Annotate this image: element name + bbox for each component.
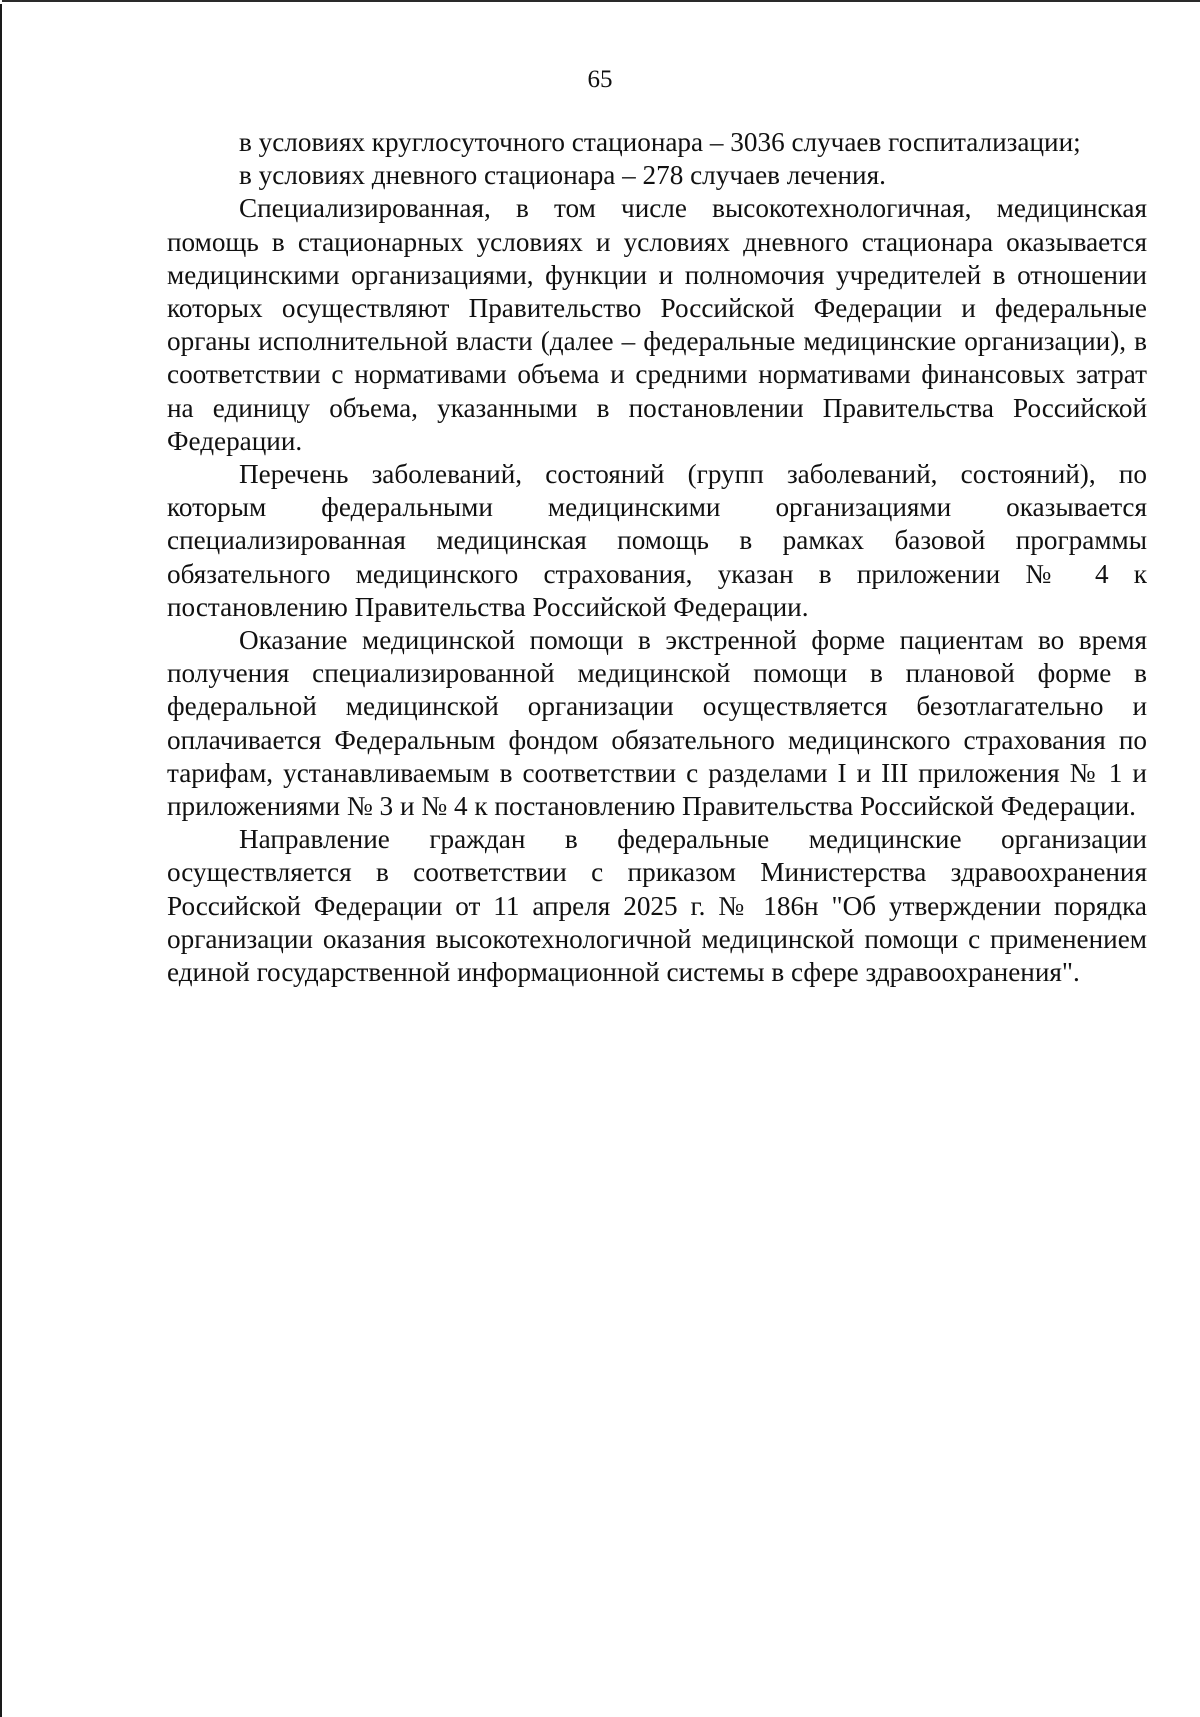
scan-edge-top [2,0,1200,2]
paragraph-inpatient-hospitalization: в условиях круглосуточного стационара – 3036 случаев госпитализации; [239,127,1081,157]
paragraph-disease-list: Перечень заболеваний, состояний (групп заболеваний, состояний), по которым федеральными медицинскими организациями оказывается специализированная медицинская помощь в рамках базовой программы обязательного медицинского страхования, указан в приложении № 4 к постановлению Правительства Российской Федерации. [167,459,1147,622]
paragraph-emergency-care: Оказание медицинской помощи в экстренной форме пациентам во время получения специализированной медицинской помощи в плановой форме в федеральной медицинской организации осуществляется безотлагательно и оплачивается Федеральным фондом обязательного медицинского страхования по тарифам, устанавливаемым в соответствии с разделами I и III приложения № 1 и приложениями № 3 и № 4 к постановлению Правительства Российской Федерации. [167,625,1147,822]
paragraph-referral: Направление граждан в федеральные медицинские организации осуществляется в соответствии с приказом Министерства здравоохранения Российской Федерации от 11 апреля 2025 г. № 186н "Об утверждении порядка организации оказания высокотехнологичной медицинской помощи с применением единой государственной информационной системы в сфере здравоохранения". [167,824,1147,988]
paragraph-specialized-care: Специализированная, в том числе высокотехнологичная, медицинская помощь в стационарных условиях и условиях дневного стационара оказывается медицинскими организациями, функции и полномочия учредителей в отношении которых осуществляют Правительство Российской Федерации и федеральные органы исполнительной власти (далее – федеральные медицинские организации), в соответствии с нормативами объема и средними нормативами финансовых затрат на единицу объема, указанными в постановлении Правительства Российской Федерации. [167,193,1147,456]
page-number: 65 [587,66,613,93]
scan-edge-left [0,4,2,1717]
paragraph-day-hospital: в условиях дневного стационара – 278 случаев лечения. [239,160,886,191]
document-body [167,126,1147,989]
